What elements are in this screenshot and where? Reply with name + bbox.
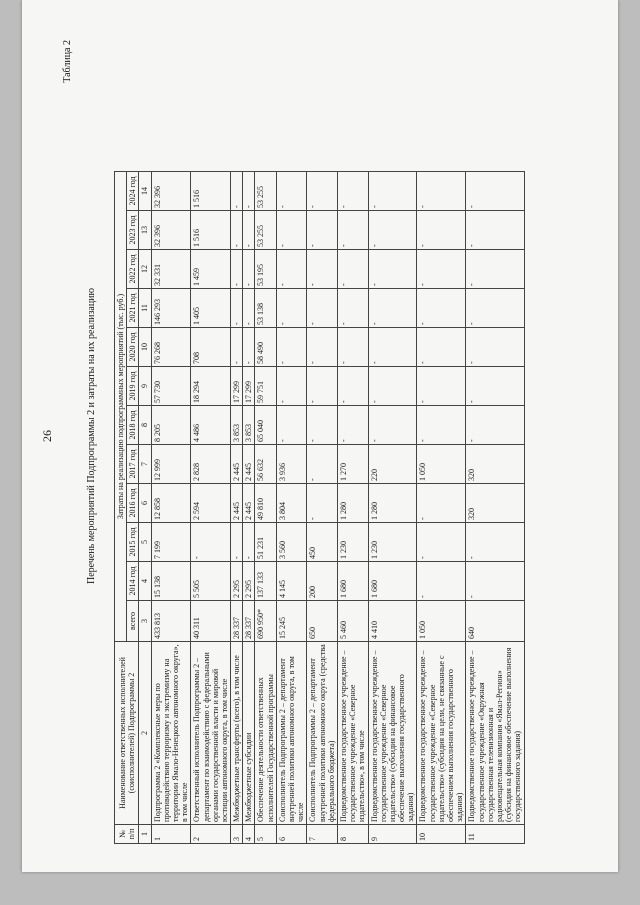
row-name: Подведомственное государственное учреждение – государственное учреждение «Северное издательство», в том числе [337,642,368,825]
cost-cell: 2 445 [231,445,243,484]
cost-cell: 4 486 [191,406,231,445]
cost-cell: 8 205 [151,406,191,445]
cost-cell: - [307,406,338,445]
row-name: Подведомственное государственное учреждение – государственное учреждение «Окружная государственная телевизионная и радиовещательная компания «Ямал-Регион» (субсидия на финансовое обеспечение выполнения государственного задания) [466,642,524,825]
cost-cell: 17 299 [231,367,243,406]
cost-cell: - [276,211,307,250]
cost-cell: 58 490 [255,328,276,367]
cost-cell: - [337,367,368,406]
cost-cell: 53 195 [255,250,276,289]
row-name: Соисполнитель Подпрограммы 2 – департамент внутренней политики автономного округа, в том числе [276,642,307,825]
cost-cell: 690 950* [255,601,276,642]
cost-cell: - [307,289,338,328]
cost-cell: - [307,484,338,523]
cost-cell: 146 293 [151,289,191,328]
cost-cell: 708 [191,328,231,367]
cost-cell: 2 445 [231,484,243,523]
cost-cell: - [368,211,417,250]
table-row [337,172,368,844]
table-row [151,172,191,844]
row-number: 3 [231,825,243,844]
cost-cell: 2 445 [243,484,255,523]
cost-cell: - [368,406,417,445]
row-number: 6 [276,825,307,844]
cost-cell: 433 813 [151,601,191,642]
cost-cell: 1 516 [191,211,231,250]
cost-cell: - [337,328,368,367]
cost-cell: - [243,172,255,211]
cost-cell: 1 230 [368,523,417,562]
cost-cell: - [417,562,466,601]
cost-cell: - [307,445,338,484]
cost-cell: 3 853 [243,406,255,445]
table-row [276,172,307,844]
cost-cell: 4 145 [276,562,307,601]
row-number: 11 [466,825,524,844]
cost-cell: 32 331 [151,250,191,289]
cost-cell: - [231,289,243,328]
cost-cell: - [231,328,243,367]
table-row [243,172,255,844]
cost-cell: - [276,172,307,211]
cost-cell: 1 230 [337,523,368,562]
row-number: 4 [243,825,255,844]
cost-cell: 57 730 [151,367,191,406]
cost-cell: - [368,367,417,406]
cost-cell: 1 459 [191,250,231,289]
cost-cell: - [307,172,338,211]
cost-cell: - [466,289,524,328]
header-year: 2014 год [127,562,139,601]
column-number: 4 [139,562,151,601]
cost-cell: - [231,250,243,289]
table-row [231,172,243,844]
header-total: всего [127,601,139,642]
cost-cell: 3 560 [276,523,307,562]
cost-cell: 65 040 [255,406,276,445]
column-number: 7 [139,445,151,484]
header-year: 2016 год [127,484,139,523]
cost-cell: 220 [368,445,417,484]
cost-cell: 1 280 [337,484,368,523]
table-row [307,172,338,844]
cost-cell: 3 936 [276,445,307,484]
cost-cell: 2 594 [191,484,231,523]
cost-cell: 53 138 [255,289,276,328]
cost-cell: - [368,328,417,367]
header-year: 2019 год [127,367,139,406]
cost-cell: - [466,211,524,250]
cost-cell: 2 828 [191,445,231,484]
cost-cell: - [307,328,338,367]
cost-cell: 5 460 [337,601,368,642]
column-number: 13 [139,211,151,250]
column-number: 2 [139,642,151,825]
cost-cell: - [466,523,524,562]
cost-cell: - [417,406,466,445]
row-number: 2 [191,825,231,844]
table-row [417,172,466,844]
cost-cell: 200 [307,562,338,601]
cost-cell: 320 [466,484,524,523]
cost-cell: 1 050 [417,445,466,484]
cost-cell: - [466,328,524,367]
cost-cell: 5 505 [191,562,231,601]
header-costs: Затраты на реализацию подпрограммных мероприятий (тыс. руб.) [115,172,127,642]
cost-cell: 28 337 [243,601,255,642]
cost-cell: 28 337 [231,601,243,642]
cost-cell: 1 680 [368,562,417,601]
cost-cell: 137 133 [255,562,276,601]
cost-cell: - [417,367,466,406]
header-year: 2021 год [127,289,139,328]
cost-cell: 18 294 [191,367,231,406]
row-name: Обеспечение деятельности ответственных исполнителей Государственной программы [255,642,276,825]
row-number: 10 [417,825,466,844]
cost-cell: - [276,250,307,289]
cost-cell: 12 858 [151,484,191,523]
cost-cell: - [337,406,368,445]
cost-cell: - [466,367,524,406]
cost-cell: - [417,289,466,328]
table-row [191,172,231,844]
cost-cell: 53 255 [255,172,276,211]
header-year: 2017 год [127,445,139,484]
cost-cell: 32 396 [151,211,191,250]
cost-cell: - [276,406,307,445]
column-number: 11 [139,289,151,328]
cost-cell: - [243,250,255,289]
cost-cell: - [417,328,466,367]
page-number: 26 [40,430,54,442]
row-name: Подпрограмма 2 «Комплексные меры по противодействию терроризму и экстремизму на территории Ямало-Ненецкого автономного округа», в том числе [151,642,191,825]
cost-cell: 56 632 [255,445,276,484]
cost-cell: - [466,172,524,211]
row-name: Межбюджетные субсидии [243,642,255,825]
cost-cell: - [231,172,243,211]
cost-cell: 32 396 [151,172,191,211]
cost-cell: 1 270 [337,445,368,484]
column-number: 12 [139,250,151,289]
cost-cell: - [243,289,255,328]
cost-cell: 1 050 [417,601,466,642]
row-number: 7 [307,825,338,844]
cost-cell: - [337,250,368,289]
header-num: № п/п [115,825,139,844]
header-name: Наименование ответственных исполнителей (соисполнителей) Подпрограммы 2 [115,642,139,825]
cost-cell: - [337,211,368,250]
cost-cell: 2 295 [231,562,243,601]
cost-cell: 3 804 [276,484,307,523]
cost-cell: 15 138 [151,562,191,601]
cost-cell: 59 751 [255,367,276,406]
cost-cell: - [337,289,368,328]
table-caption: Перечень мероприятий Подпрограммы 2 и затраты на их реализацию [86,287,97,585]
row-number: 9 [368,825,417,844]
cost-cell: - [243,211,255,250]
cost-cell: 320 [466,445,524,484]
cost-cell: 450 [307,523,338,562]
cost-cell: 12 999 [151,445,191,484]
column-number: 9 [139,367,151,406]
cost-cell: 76 268 [151,328,191,367]
cost-cell: 2 445 [243,445,255,484]
costs-table [114,171,525,844]
cost-cell: - [276,367,307,406]
header-year: 2022 год [127,250,139,289]
column-number: 10 [139,328,151,367]
rotated-page-content [22,0,618,872]
cost-cell: 1 405 [191,289,231,328]
cost-cell: 2 295 [243,562,255,601]
row-name: Соисполнитель Подпрограммы 2 – департамент внутренней политики автономного округа (средства федерального бюджета) [307,642,338,825]
column-number: 6 [139,484,151,523]
column-number: 3 [139,601,151,642]
cost-cell: - [368,289,417,328]
row-number: 5 [255,825,276,844]
cost-cell: 7 199 [151,523,191,562]
column-number: 8 [139,406,151,445]
cost-cell: - [417,250,466,289]
cost-cell: 4 410 [368,601,417,642]
row-number: 1 [151,825,191,844]
header-year: 2018 год [127,406,139,445]
cost-cell: - [417,211,466,250]
column-number: 1 [139,825,151,844]
header-year: 2023 год [127,211,139,250]
row-name: Ответственный исполнитель Подпрограммы 2 – департамент по взаимодействию с федеральными органами государственной власти и мировой юстиции автономного округа, в том числе [191,642,231,825]
cost-cell: - [417,172,466,211]
cost-cell: - [243,328,255,367]
cost-cell: - [307,211,338,250]
cost-cell: - [243,523,255,562]
cost-cell: - [276,289,307,328]
column-number: 14 [139,172,151,211]
row-name: Подведомственное государственное учреждение – государственное учреждение «Северное издательство» (субсидия на финансовое обеспечение выполнения государственного задания) [368,642,417,825]
cost-cell: 1 516 [191,172,231,211]
row-number: 8 [337,825,368,844]
cost-cell: - [307,250,338,289]
cost-cell: - [466,562,524,601]
cost-cell: 49 810 [255,484,276,523]
table-row [368,172,417,844]
cost-cell: - [231,211,243,250]
cost-cell: 15 245 [276,601,307,642]
cost-cell: 40 311 [191,601,231,642]
header-year: 2020 год [127,328,139,367]
cost-cell: - [466,250,524,289]
row-name: Подведомственное государственное учреждение – государственное учреждение «Северное издательство» (субсидия на цели, не связанные с обеспечением выполнения государственного задания) [417,642,466,825]
cost-cell: 1 680 [337,562,368,601]
cost-cell: 640 [466,601,524,642]
cost-cell: 51 231 [255,523,276,562]
cost-cell: - [368,172,417,211]
cost-cell: - [417,523,466,562]
header-year: 2015 год [127,523,139,562]
cost-cell: 1 280 [368,484,417,523]
cost-cell: 17 299 [243,367,255,406]
cost-cell: 3 853 [231,406,243,445]
cost-cell: - [466,406,524,445]
cost-cell: - [276,328,307,367]
row-name: Межбюджетные трансферты (всего), в том числе [231,642,243,825]
table-label: Таблица 2 [62,40,73,83]
column-number: 5 [139,523,151,562]
cost-cell: - [417,484,466,523]
cost-cell: - [368,250,417,289]
table-row [255,172,276,844]
table-row [466,172,524,844]
cost-cell: - [337,172,368,211]
document-page [22,0,618,872]
cost-cell: 53 255 [255,211,276,250]
header-year: 2024 год [127,172,139,211]
cost-cell: - [231,523,243,562]
cost-cell: - [191,523,231,562]
cost-cell: 650 [307,601,338,642]
cost-cell: - [307,367,338,406]
